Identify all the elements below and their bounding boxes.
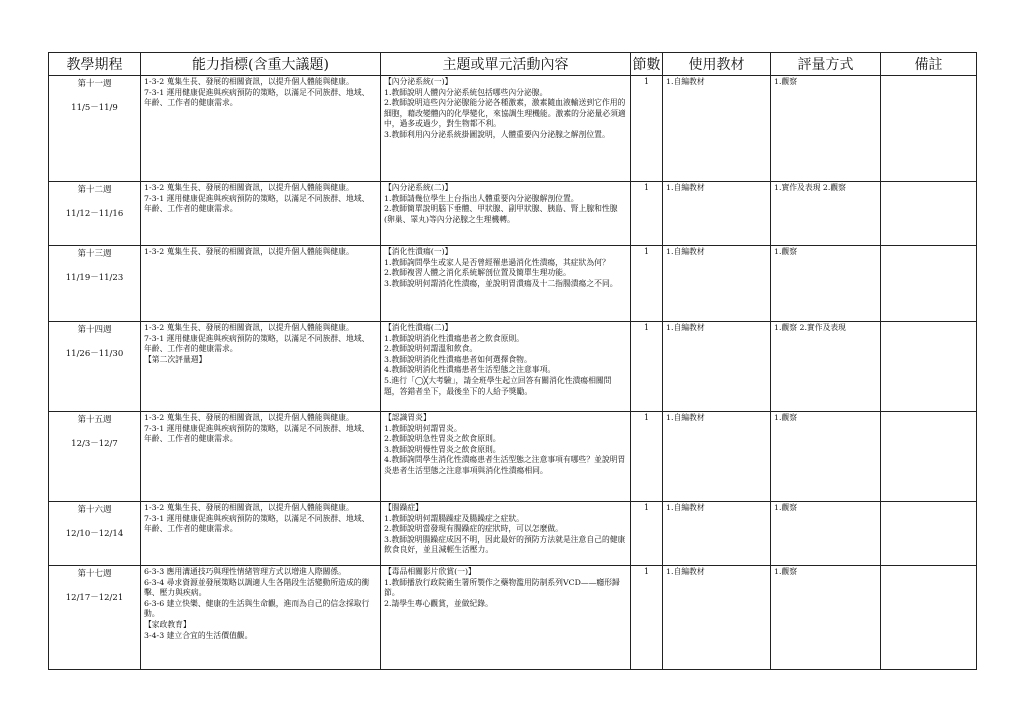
assessment-cell (771, 246, 881, 322)
content-line: 1.教師請幾位學生上台指出人體重要內分泌腺解剖位置。 (384, 193, 579, 203)
indicators-cell (141, 322, 381, 412)
lesson-plan-table (48, 52, 977, 670)
content-line: 1.教師說明何謂腸躁症及腸躁症之症狀。 (384, 513, 524, 523)
week-label: 第十二週 (77, 185, 112, 195)
table-row (49, 322, 977, 412)
material-item: 1.自編教材 (666, 567, 705, 576)
content-line: 2.教師說明這些內分泌腺能分泌各種激素，激素隨血液輸送到它作用的細胞，藉改變體內的化學變化，來協調生理機能。激素的分泌量必須適中，過多或過少，對生物都不利。 (384, 98, 626, 129)
content-cell (381, 182, 631, 246)
week-dates: 12/3－12/7 (71, 439, 118, 449)
content-line: 3.教師說明消化性潰瘍患者如何選擇食物。 (384, 354, 532, 364)
assessment-cell (771, 566, 881, 670)
week-cell (49, 246, 141, 322)
materials-cell (663, 412, 771, 502)
content-line: 4.教師說明消化性潰瘍患者生活型態之注意事項。 (384, 365, 556, 375)
content-cell (381, 502, 631, 566)
assessment-cell (771, 182, 881, 246)
content-line: 2.教師說明急性胃炎之飲食原則。 (384, 434, 501, 444)
content-cell (381, 412, 631, 502)
table-row (49, 412, 977, 502)
notes-cell (881, 412, 977, 502)
indicators-cell (141, 412, 381, 502)
notes-cell (881, 76, 977, 182)
header-sessions: 節數 (631, 53, 663, 76)
content-cell (381, 76, 631, 182)
materials-cell (663, 182, 771, 246)
header-materials: 使用教材 (663, 53, 771, 76)
header-period: 教學期程 (49, 53, 141, 76)
sessions-cell: 1 (631, 502, 663, 566)
content-line: 【內分泌系統(一)】 (384, 77, 453, 86)
indicator-line: 6-3-3 應用溝通技巧與理性情緒管理方式以增進人際關係。 (144, 567, 346, 576)
week-label: 第十七週 (77, 569, 112, 579)
week-label: 第十五週 (77, 415, 112, 425)
indicators-cell (141, 76, 381, 182)
content-line: 1.教師說明消化性潰瘍患者之飲食原則。 (384, 333, 524, 343)
indicator-line: 6-3-4 尋求資源並發展策略以調適人生各階段生活變動所造成的衝擊、壓力與疾病。 (144, 577, 370, 598)
week-cell (49, 322, 141, 412)
indicator-line: 7-3-1 運用健康促進與疾病預防的策略，以滿足不同族群、地域、年齡、工作者的健康需求。 (144, 193, 370, 214)
indicator-line: 【家政教育】 (144, 619, 191, 629)
content-line: 【毒品相關影片欣賞(一)】 (384, 567, 476, 576)
assessment-item: 2.觀察 (822, 183, 846, 192)
content-cell (381, 566, 631, 670)
week-dates: 12/17－12/21 (65, 593, 124, 603)
indicators-cell (141, 182, 381, 246)
content-line: 4.教師詢問學生消化性潰瘍患者生活型態之注意事項有哪些？並說明胃炎患者生活型態之注意事項與消化性潰瘍相同。 (384, 455, 626, 475)
material-item: 1.自編教材 (666, 503, 705, 512)
indicator-line: 【第二次評量週】 (144, 354, 207, 364)
notes-cell (881, 182, 977, 246)
content-line: 3.教師說明何謂消化性潰瘍，並說明胃潰瘍及十二指腸潰瘍之不同。 (384, 278, 618, 288)
content-line: 【認識胃炎】 (384, 413, 431, 422)
header-content: 主題或單元活動內容 (381, 53, 631, 76)
indicator-line: 7-3-1 運用健康促進與疾病預防的策略，以滿足不同族群、地域、年齡、工作者的健康需求。 (144, 423, 370, 444)
material-item: 1.自編教材 (666, 323, 705, 332)
content-line: 【消化性潰瘍(一)】 (384, 247, 453, 256)
indicators-cell (141, 502, 381, 566)
sessions-cell: 1 (631, 412, 663, 502)
assessment-item: 1.觀察 (774, 77, 798, 86)
assessment-item: 1.實作及表現 (774, 183, 821, 192)
content-line: 2.教師說明何謂溫和飲食。 (384, 344, 478, 354)
content-line: 1.教師說明何謂胃炎。 (384, 423, 462, 433)
assessment-cell (771, 322, 881, 412)
materials-cell (663, 76, 771, 182)
content-line: 【內分泌系統(二)】 (384, 183, 453, 192)
content-line: 2.教師說明當發現有腸躁症的症狀時，可以怎麼做。 (384, 524, 563, 534)
week-dates: 12/10－12/14 (65, 529, 124, 539)
indicator-line: 1-3-2 蒐集生長、發展的相關資訊，以提升個人體能與健康。 (144, 413, 354, 422)
materials-cell (663, 322, 771, 412)
materials-cell (663, 246, 771, 322)
content-line: 1.教師詢問學生或家人是否曾經罹患過消化性潰瘍，其症狀為何？ (384, 257, 610, 267)
table-row (49, 76, 977, 182)
content-line: 3.教師說明腸躁症成因不明，因此最好的預防方法就是注意自己的健康飲食良好，並且減輕生活壓力。 (384, 534, 626, 555)
content-cell (381, 322, 631, 412)
indicator-line: 1-3-2 蒐集生長、發展的相關資訊，以提升個人體能與健康。 (144, 323, 354, 332)
material-item: 1.自編教材 (666, 247, 705, 256)
week-dates: 11/12－11/16 (65, 209, 124, 219)
header-row (49, 53, 977, 76)
week-label: 第十四週 (77, 325, 112, 335)
week-dates: 11/5－11/9 (71, 103, 118, 113)
table-row (49, 246, 977, 322)
indicator-line: 6-3-6 建立快樂、健康的生活與生命觀，進而為自己的信念採取行動。 (144, 598, 370, 619)
table-row (49, 502, 977, 566)
assessment-item: 1.觀察 (774, 503, 798, 512)
week-cell (49, 76, 141, 182)
indicator-line: 7-3-1 運用健康促進與疾病預防的策略，以滿足不同族群、地域、年齡、工作者的健康需求。 (144, 513, 370, 534)
indicator-line: 1-3-2 蒐集生長、發展的相關資訊，以提升個人體能與健康。 (144, 77, 354, 86)
assessment-item: 2.實作及表現 (799, 323, 846, 332)
content-line: 【腸躁症】 (384, 503, 423, 512)
materials-cell (663, 566, 771, 670)
indicator-line: 1-3-2 蒐集生長、發展的相關資訊，以提升個人體能與健康。 (144, 183, 354, 192)
week-cell (49, 502, 141, 566)
assessment-cell (771, 76, 881, 182)
content-line: 2.教師簡單說明腦下垂體、甲狀腺、副甲狀腺、胰島、腎上腺和性腺(卵巢、睪丸)等內分泌腺之生理機轉。 (384, 204, 618, 224)
notes-cell (881, 566, 977, 670)
header-indicators: 能力指標(含重大議題) (141, 53, 381, 76)
header-notes: 備註 (881, 53, 977, 76)
sessions-cell: 1 (631, 182, 663, 246)
sessions-cell: 1 (631, 76, 663, 182)
content-line: 1.教師說明人體內分泌系統包括哪些內分泌腺。 (384, 87, 548, 97)
header-assessment: 評量方式 (771, 53, 881, 76)
notes-cell (881, 502, 977, 566)
content-line: 【消化性潰瘍(二)】 (384, 323, 453, 332)
assessment-item: 1.觀察 (774, 323, 798, 332)
assessment-cell (771, 412, 881, 502)
content-cell (381, 246, 631, 322)
materials-cell (663, 502, 771, 566)
content-line: 2.教師複習人體之消化系統解剖位置及簡單生理功能。 (384, 268, 571, 278)
content-line: 3.教師利用內分泌系統掛圖說明，人體重要內分泌腺之解剖位置。 (384, 129, 610, 139)
week-cell (49, 566, 141, 670)
material-item: 1.自編教材 (666, 413, 705, 422)
indicators-cell (141, 566, 381, 670)
week-label: 第十一週 (77, 79, 112, 89)
indicator-line: 7-3-1 運用健康促進與疾病預防的策略，以滿足不同族群、地域、年齡、工作者的健康需求。 (144, 333, 370, 354)
indicators-cell (141, 246, 381, 322)
indicator-line: 1-3-2 蒐集生長、發展的相關資訊，以提升個人體能與健康。 (144, 503, 354, 512)
table-row (49, 566, 977, 670)
material-item: 1.自編教材 (666, 77, 705, 86)
content-line: 1.教師播放行政院衛生署所製作之藥物濫用防制系列VCD——癮形歸節。 (384, 577, 620, 598)
notes-cell (881, 322, 977, 412)
week-label: 第十三週 (77, 249, 112, 259)
assessment-cell (771, 502, 881, 566)
assessment-item: 1.觀察 (774, 413, 798, 422)
week-dates: 11/19－11/23 (65, 273, 124, 283)
week-label: 第十六週 (77, 505, 112, 515)
sessions-cell: 1 (631, 246, 663, 322)
table-row (49, 182, 977, 246)
assessment-item: 1.觀察 (774, 567, 798, 576)
sessions-cell: 1 (631, 566, 663, 670)
content-line: 2.請學生專心觀賞，並做紀錄。 (384, 598, 493, 608)
assessment-item: 1.觀察 (774, 247, 798, 256)
content-line: 5.進行「◯╳大考驗」，請全班學生起立回答有關消化性潰瘍相關問題，答錯者坐下，最後坐下的人給予獎勵。 (384, 375, 612, 396)
indicator-line: 3-4-3 建立合宜的生活價值觀。 (144, 630, 253, 640)
content-line: 3.教師說明慢性胃炎之飲食原則。 (384, 444, 501, 454)
sessions-cell: 1 (631, 322, 663, 412)
notes-cell (881, 246, 977, 322)
week-cell (49, 182, 141, 246)
week-cell (49, 412, 141, 502)
material-item: 1.自編教材 (666, 183, 705, 192)
indicator-line: 7-3-1 運用健康促進與疾病預防的策略，以滿足不同族群、地域、年齡、工作者的健康需求。 (144, 87, 370, 108)
indicator-line: 1-3-2 蒐集生長、發展的相關資訊，以提升個人體能與健康。 (144, 247, 354, 256)
week-dates: 11/26－11/30 (65, 349, 124, 359)
